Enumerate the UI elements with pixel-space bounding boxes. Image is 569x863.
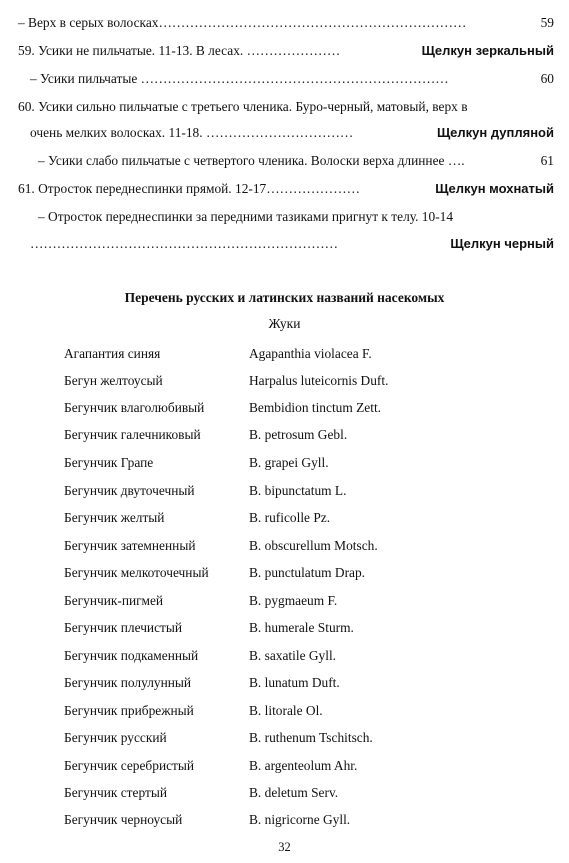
key-line <box>18 42 554 60</box>
key-line-text: 59. Усики не пильчатые. 11-13. В лесах. ………………… <box>18 43 341 58</box>
key-line <box>30 235 554 253</box>
section-heading: Перечень русских и латинских названий насекомых <box>124 290 445 305</box>
species-row <box>0 510 569 530</box>
key-line <box>38 152 554 170</box>
species-russian-name: Бегунчик стертый <box>64 785 168 800</box>
species-latin-name: B. petrosum Gebl. <box>249 427 348 442</box>
species-latin-name: Bembidion tinctum Zett. <box>249 400 382 415</box>
key-line <box>18 14 554 32</box>
species-russian-name: Бегунчик мелкоточечный <box>64 565 209 580</box>
species-russian-name: Бегунчик галечниковый <box>64 427 201 442</box>
species-latin-name: B. pygmaeum F. <box>249 593 338 608</box>
key-line-result: 59 <box>540 15 554 30</box>
species-row <box>0 593 569 613</box>
species-latin-name: B. nigricorne Gyll. <box>249 812 351 827</box>
key-line <box>18 98 554 116</box>
species-latin-name: B. humerale Sturm. <box>249 620 354 635</box>
species-row <box>0 703 569 723</box>
species-russian-name: Бегунчик черноусый <box>64 812 183 827</box>
species-russian-name: Бегунчик-пигмей <box>64 593 164 608</box>
species-russian-name: Бегунчик подкаменный <box>64 648 199 663</box>
key-line-result: Щелкун зеркальный <box>421 43 554 58</box>
species-russian-name: Бегунчик прибрежный <box>64 703 194 718</box>
species-latin-name: B. ruficolle Pz. <box>249 510 331 525</box>
species-row <box>0 620 569 640</box>
key-line-result: Щелкун черный <box>450 236 554 251</box>
species-row <box>0 538 569 558</box>
species-row <box>0 565 569 585</box>
species-row <box>0 455 569 475</box>
species-row <box>0 373 569 393</box>
key-line-result: 61 <box>540 153 554 168</box>
page-number: 32 <box>278 840 291 854</box>
key-line-text: – Усики пильчатые …………………………………………………………… <box>30 71 449 86</box>
key-line <box>38 208 554 226</box>
section-subheading: Жуки <box>268 316 301 331</box>
species-row <box>0 730 569 750</box>
species-row <box>0 812 569 832</box>
species-russian-name: Бегунчик влаголюбивый <box>64 400 205 415</box>
species-russian-name: Бегунчик затемненный <box>64 538 196 553</box>
species-row <box>0 648 569 668</box>
key-line-result: Щелкун дупляной <box>436 125 554 140</box>
species-row <box>0 400 569 420</box>
species-russian-name: Агапантия синяя <box>64 346 161 361</box>
key-line <box>18 180 554 198</box>
species-russian-name: Бегунчик Грапе <box>64 455 154 470</box>
species-latin-name: B. obscurellum Motsch. <box>249 538 378 553</box>
species-russian-name: Бегунчик плечистый <box>64 620 183 635</box>
species-row <box>0 758 569 778</box>
key-line-text: 61. Отросток переднеспинки прямой. 12-17………………… <box>18 181 360 196</box>
key-line-result: 60 <box>540 71 554 86</box>
species-latin-name: B. bipunctatum L. <box>249 483 347 498</box>
species-latin-name: B. deletum Serv. <box>249 785 339 800</box>
species-latin-name: B. argenteolum Ahr. <box>249 758 358 773</box>
species-russian-name: Бегунчик полулунный <box>64 675 192 690</box>
species-latin-name: Harpalus luteicornis Duft. <box>249 373 389 388</box>
species-russian-name: Бегунчик русский <box>64 730 167 745</box>
key-line <box>30 70 554 88</box>
species-row <box>0 483 569 503</box>
species-latin-name: B. lunatum Duft. <box>249 675 340 690</box>
key-line <box>30 124 554 142</box>
species-latin-name: B. litorale Ol. <box>249 703 323 718</box>
species-latin-name: B. ruthenum Tschitsch. <box>249 730 373 745</box>
species-russian-name: Бегунчик двуточечный <box>64 483 195 498</box>
key-line-text: очень мелких волосках. 11-18. …………………………… <box>30 125 354 140</box>
species-row <box>0 346 569 366</box>
species-row <box>0 675 569 695</box>
species-latin-name: Agapanthia violacea F. <box>249 346 372 361</box>
key-line-result: Щелкун мохнатый <box>435 181 554 196</box>
species-russian-name: Бегунчик желтый <box>64 510 165 525</box>
key-line-text: – Отросток переднеспинки за передними тазиками пригнут к телу. 10-14 <box>38 209 454 224</box>
species-latin-name: B. saxatile Gyll. <box>249 648 337 663</box>
key-line-text: 60. Усики сильно пильчатые с третьего членика. Буро-черный, матовый, верх в <box>18 99 468 114</box>
key-line-text: – Усики слабо пильчатые с четвертого членика. Волоски верха длиннее …. <box>38 153 465 168</box>
key-line-text: …………………………………………………………… <box>30 236 338 251</box>
species-russian-name: Бегунчик серебристый <box>64 758 195 773</box>
species-latin-name: B. punctulatum Drap. <box>249 565 366 580</box>
species-row <box>0 427 569 447</box>
species-latin-name: B. grapei Gyll. <box>249 455 329 470</box>
species-row <box>0 785 569 805</box>
key-line-text: – Верх в серых волосках…………………………………………………………… <box>18 15 467 30</box>
species-russian-name: Бегун желтоусый <box>64 373 163 388</box>
